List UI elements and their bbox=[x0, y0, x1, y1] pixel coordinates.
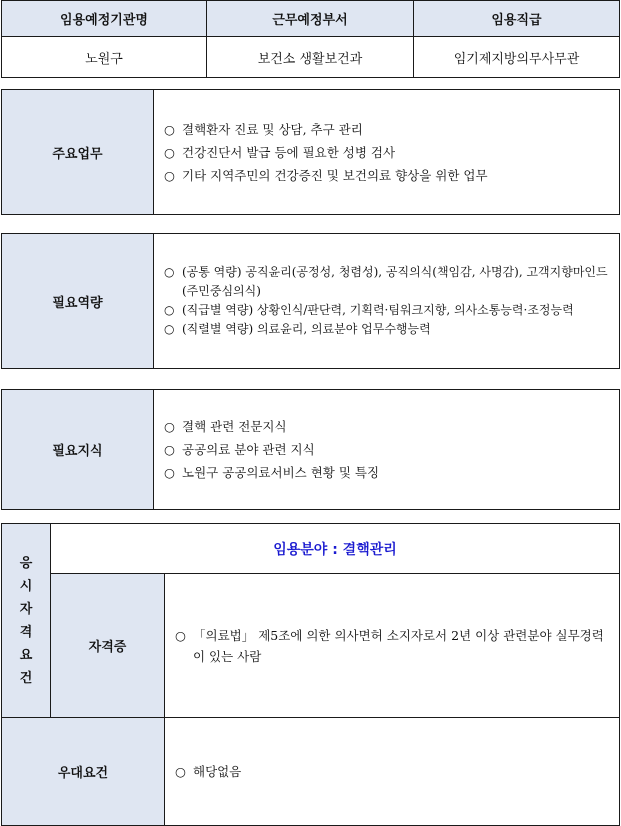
list-item-text: 기타 지역주민의 건강증진 및 보건의료 향상을 위한 업무 bbox=[182, 167, 488, 183]
qualification-table bbox=[1, 523, 620, 826]
header-agency-value: 노원구 bbox=[2, 37, 207, 78]
list-item bbox=[164, 463, 613, 482]
list-item bbox=[164, 320, 613, 339]
header-department-value: 보건소 생활보건과 bbox=[207, 37, 414, 78]
list-item-text: 공공의료 분야 관련 지식 bbox=[182, 442, 315, 457]
pref-text: 해당없음 bbox=[193, 764, 242, 779]
bullet-marker: ○ bbox=[175, 764, 186, 779]
list-item bbox=[164, 417, 613, 436]
cert-label: 자격증 bbox=[51, 574, 165, 718]
list-item bbox=[175, 762, 613, 781]
pref-cell bbox=[165, 718, 620, 826]
header-agency-label: 임용예정기관명 bbox=[2, 1, 207, 37]
header-department-label: 근무예정부서 bbox=[207, 1, 414, 37]
list-item-text: (공통 역량) 공직윤리(공정성, 청렴성), 공직의식(책임감, 사명감), 고객지향마인드(주민중심의식) bbox=[182, 265, 608, 298]
side-label-char: 건 bbox=[19, 670, 33, 686]
knowledge-table bbox=[1, 389, 620, 510]
bullet-marker: ○ bbox=[164, 144, 175, 160]
duties-table bbox=[1, 89, 620, 215]
header-rank-label: 임용직급 bbox=[414, 1, 620, 37]
list-item-text: 결핵 관련 전문지식 bbox=[182, 419, 287, 434]
bullet-marker: ○ bbox=[164, 265, 175, 279]
competency-label: 필요역량 bbox=[2, 234, 154, 369]
side-label-char: 시 bbox=[19, 578, 33, 594]
list-item bbox=[164, 166, 613, 185]
list-item bbox=[164, 440, 613, 459]
competency-list bbox=[154, 234, 620, 369]
side-label-char: 격 bbox=[19, 624, 33, 640]
list-item-text: 결핵환자 진료 및 상담, 추구 관리 bbox=[182, 121, 363, 137]
qualification-side-label bbox=[2, 524, 51, 718]
list-item bbox=[175, 625, 613, 667]
list-item bbox=[164, 143, 613, 162]
list-item-text: 노원구 공공의료서비스 현황 및 특징 bbox=[182, 465, 380, 480]
pref-label: 우대요건 bbox=[2, 718, 165, 826]
side-label-char: 요 bbox=[19, 647, 33, 663]
list-item-text: (직급별 역량) 상황인식/판단력, 기획력·팀워크지향, 의사소통능력·조정능력 bbox=[182, 303, 574, 317]
list-item-text: 건강진단서 발급 등에 필요한 성병 검사 bbox=[182, 144, 396, 160]
side-label-char: 자 bbox=[19, 601, 33, 617]
knowledge-list bbox=[154, 390, 620, 510]
bullet-marker: ○ bbox=[164, 442, 175, 457]
bullet-marker: ○ bbox=[164, 303, 175, 317]
bullet-marker: ○ bbox=[164, 167, 175, 183]
bullet-marker: ○ bbox=[164, 322, 175, 336]
cert-text: 「의료법」 제5조에 의한 의사면허 소지자로서 2년 이상 관련분야 실무경력이 있는 사람 bbox=[193, 627, 604, 664]
bullet-marker: ○ bbox=[175, 627, 186, 643]
side-label-char: 응 bbox=[19, 555, 33, 571]
header-table bbox=[1, 0, 620, 78]
competency-table bbox=[1, 233, 620, 369]
list-item bbox=[164, 301, 613, 320]
duties-label: 주요업무 bbox=[2, 90, 154, 215]
duties-list bbox=[154, 90, 620, 215]
bullet-marker: ○ bbox=[164, 419, 175, 434]
bullet-marker: ○ bbox=[164, 465, 175, 480]
list-item-text: (직렬별 역량) 의료윤리, 의료분야 업무수행능력 bbox=[182, 322, 431, 336]
list-item bbox=[164, 120, 613, 139]
list-item bbox=[164, 263, 613, 301]
field-banner: 임용분야 : 결핵관리 bbox=[51, 524, 620, 574]
cert-cell bbox=[165, 574, 620, 718]
knowledge-label: 필요지식 bbox=[2, 390, 154, 510]
header-rank-value: 임기제지방의무사무관 bbox=[414, 37, 620, 78]
bullet-marker: ○ bbox=[164, 121, 175, 137]
